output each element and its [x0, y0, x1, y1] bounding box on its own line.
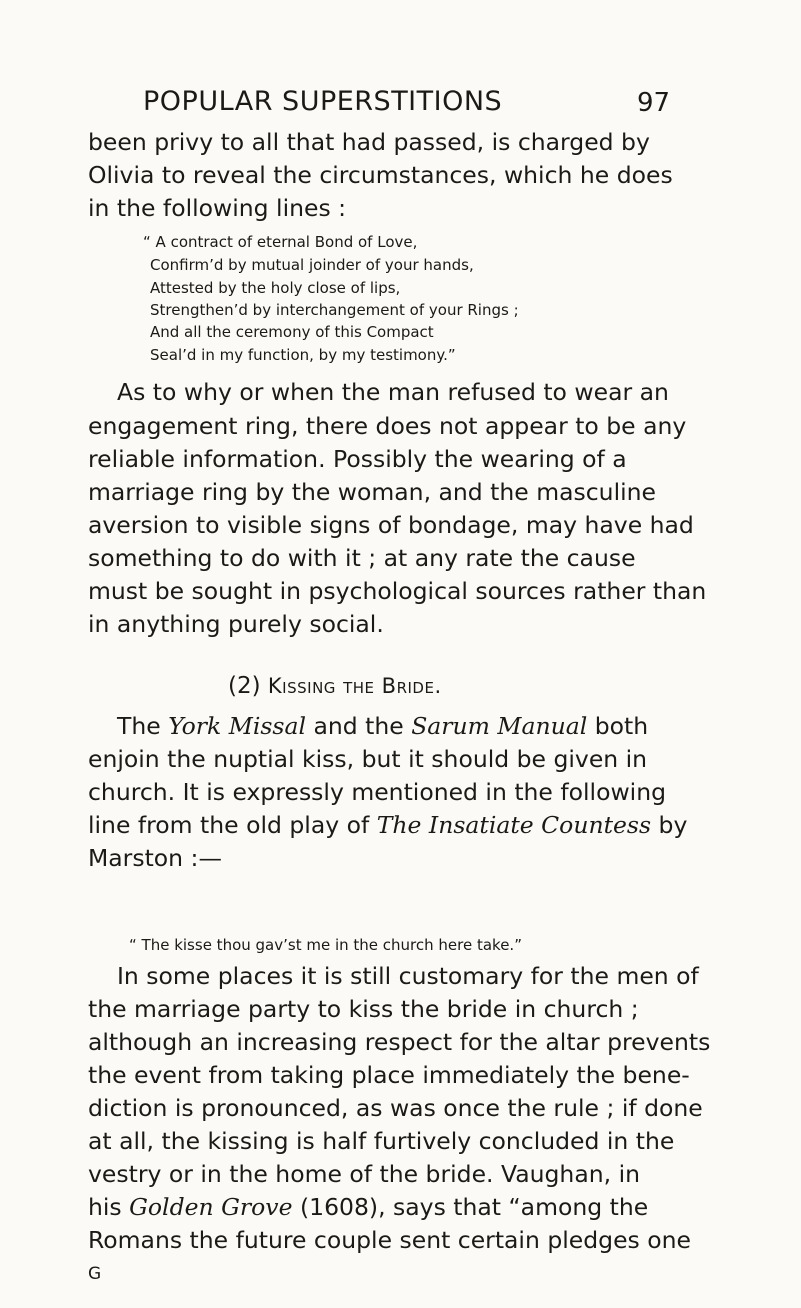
text-line: The York Missal and the Sarum Manual both	[117, 712, 649, 740]
text-line: line from the old play of The Insatiate Countess by	[88, 811, 688, 839]
title-insatiate-countess: The Insatiate Countess	[376, 811, 652, 839]
text-line: church. It is expressly mentioned in the following	[88, 778, 667, 806]
verse-line: Attested by the holy close of lips,	[150, 279, 401, 297]
text-line: diction is pronounced, as was once the rule ; if done	[88, 1094, 703, 1122]
text-line: at all, the kissing is half furtively concluded in the	[88, 1127, 675, 1155]
verse-line: Seal’d in my function, by my testimony.”	[150, 346, 456, 364]
text-line: enjoin the nuptial kiss, but it should be given in	[88, 745, 648, 773]
title-golden-grove: Golden Grove	[129, 1193, 293, 1221]
section-heading	[228, 673, 442, 699]
section-title: Kissing the Bride.	[267, 674, 442, 698]
verse-line: “ A contract of eternal Bond of Love,	[143, 233, 418, 251]
verse-line: Strengthen’d by interchangement of your Rings ;	[150, 301, 519, 319]
text-line: reliable information. Possibly the wearing of a	[88, 445, 627, 473]
running-title: POPULAR SUPERSTITIONS	[143, 86, 503, 117]
text-line: engagement ring, there does not appear to be any	[88, 412, 687, 440]
quotation-line: “ The kisse thou gav’st me in the church here take.”	[129, 936, 522, 954]
text-line: his Golden Grove (1608), says that “among the	[88, 1193, 649, 1221]
page-number: 97	[637, 88, 671, 118]
text-line: vestry or in the home of the bride. Vaughan, in	[88, 1160, 640, 1188]
text-line: must be sought in psychological sources rather than	[88, 577, 707, 605]
text-line: the marriage party to kiss the bride in church ;	[88, 995, 639, 1023]
title-sarum-manual: Sarum Manual	[411, 712, 588, 740]
text-line: aversion to visible signs of bondage, may have had	[88, 511, 694, 539]
text-line: marriage ring by the woman, and the masculine	[88, 478, 656, 506]
title-york-missal: York Missal	[168, 712, 306, 740]
text-line: In some places it is still customary for the men of	[117, 962, 699, 990]
text-line: As to why or when the man refused to wear an	[117, 378, 669, 406]
verse-line: And all the ceremony of this Compact	[150, 323, 434, 341]
section-number: (2)	[228, 673, 261, 699]
verse-line: Confirm’d by mutual joinder of your hands,	[150, 256, 474, 274]
text-line: in the following lines :	[88, 194, 347, 222]
text-line: something to do with it ; at any rate the cause	[88, 544, 636, 572]
text-line: Romans the future couple sent certain pledges one	[88, 1226, 691, 1254]
text-line: in anything purely social.	[88, 610, 384, 638]
text-line: Olivia to reveal the circumstances, which he does	[88, 161, 673, 189]
text-line: Marston :—	[88, 844, 222, 872]
text-line: the event from taking place immediately the bene-	[88, 1061, 690, 1089]
signature-mark: G	[88, 1264, 102, 1284]
text-line: been privy to all that had passed, is charged by	[88, 128, 650, 156]
text-line: although an increasing respect for the altar prevents	[88, 1028, 711, 1056]
